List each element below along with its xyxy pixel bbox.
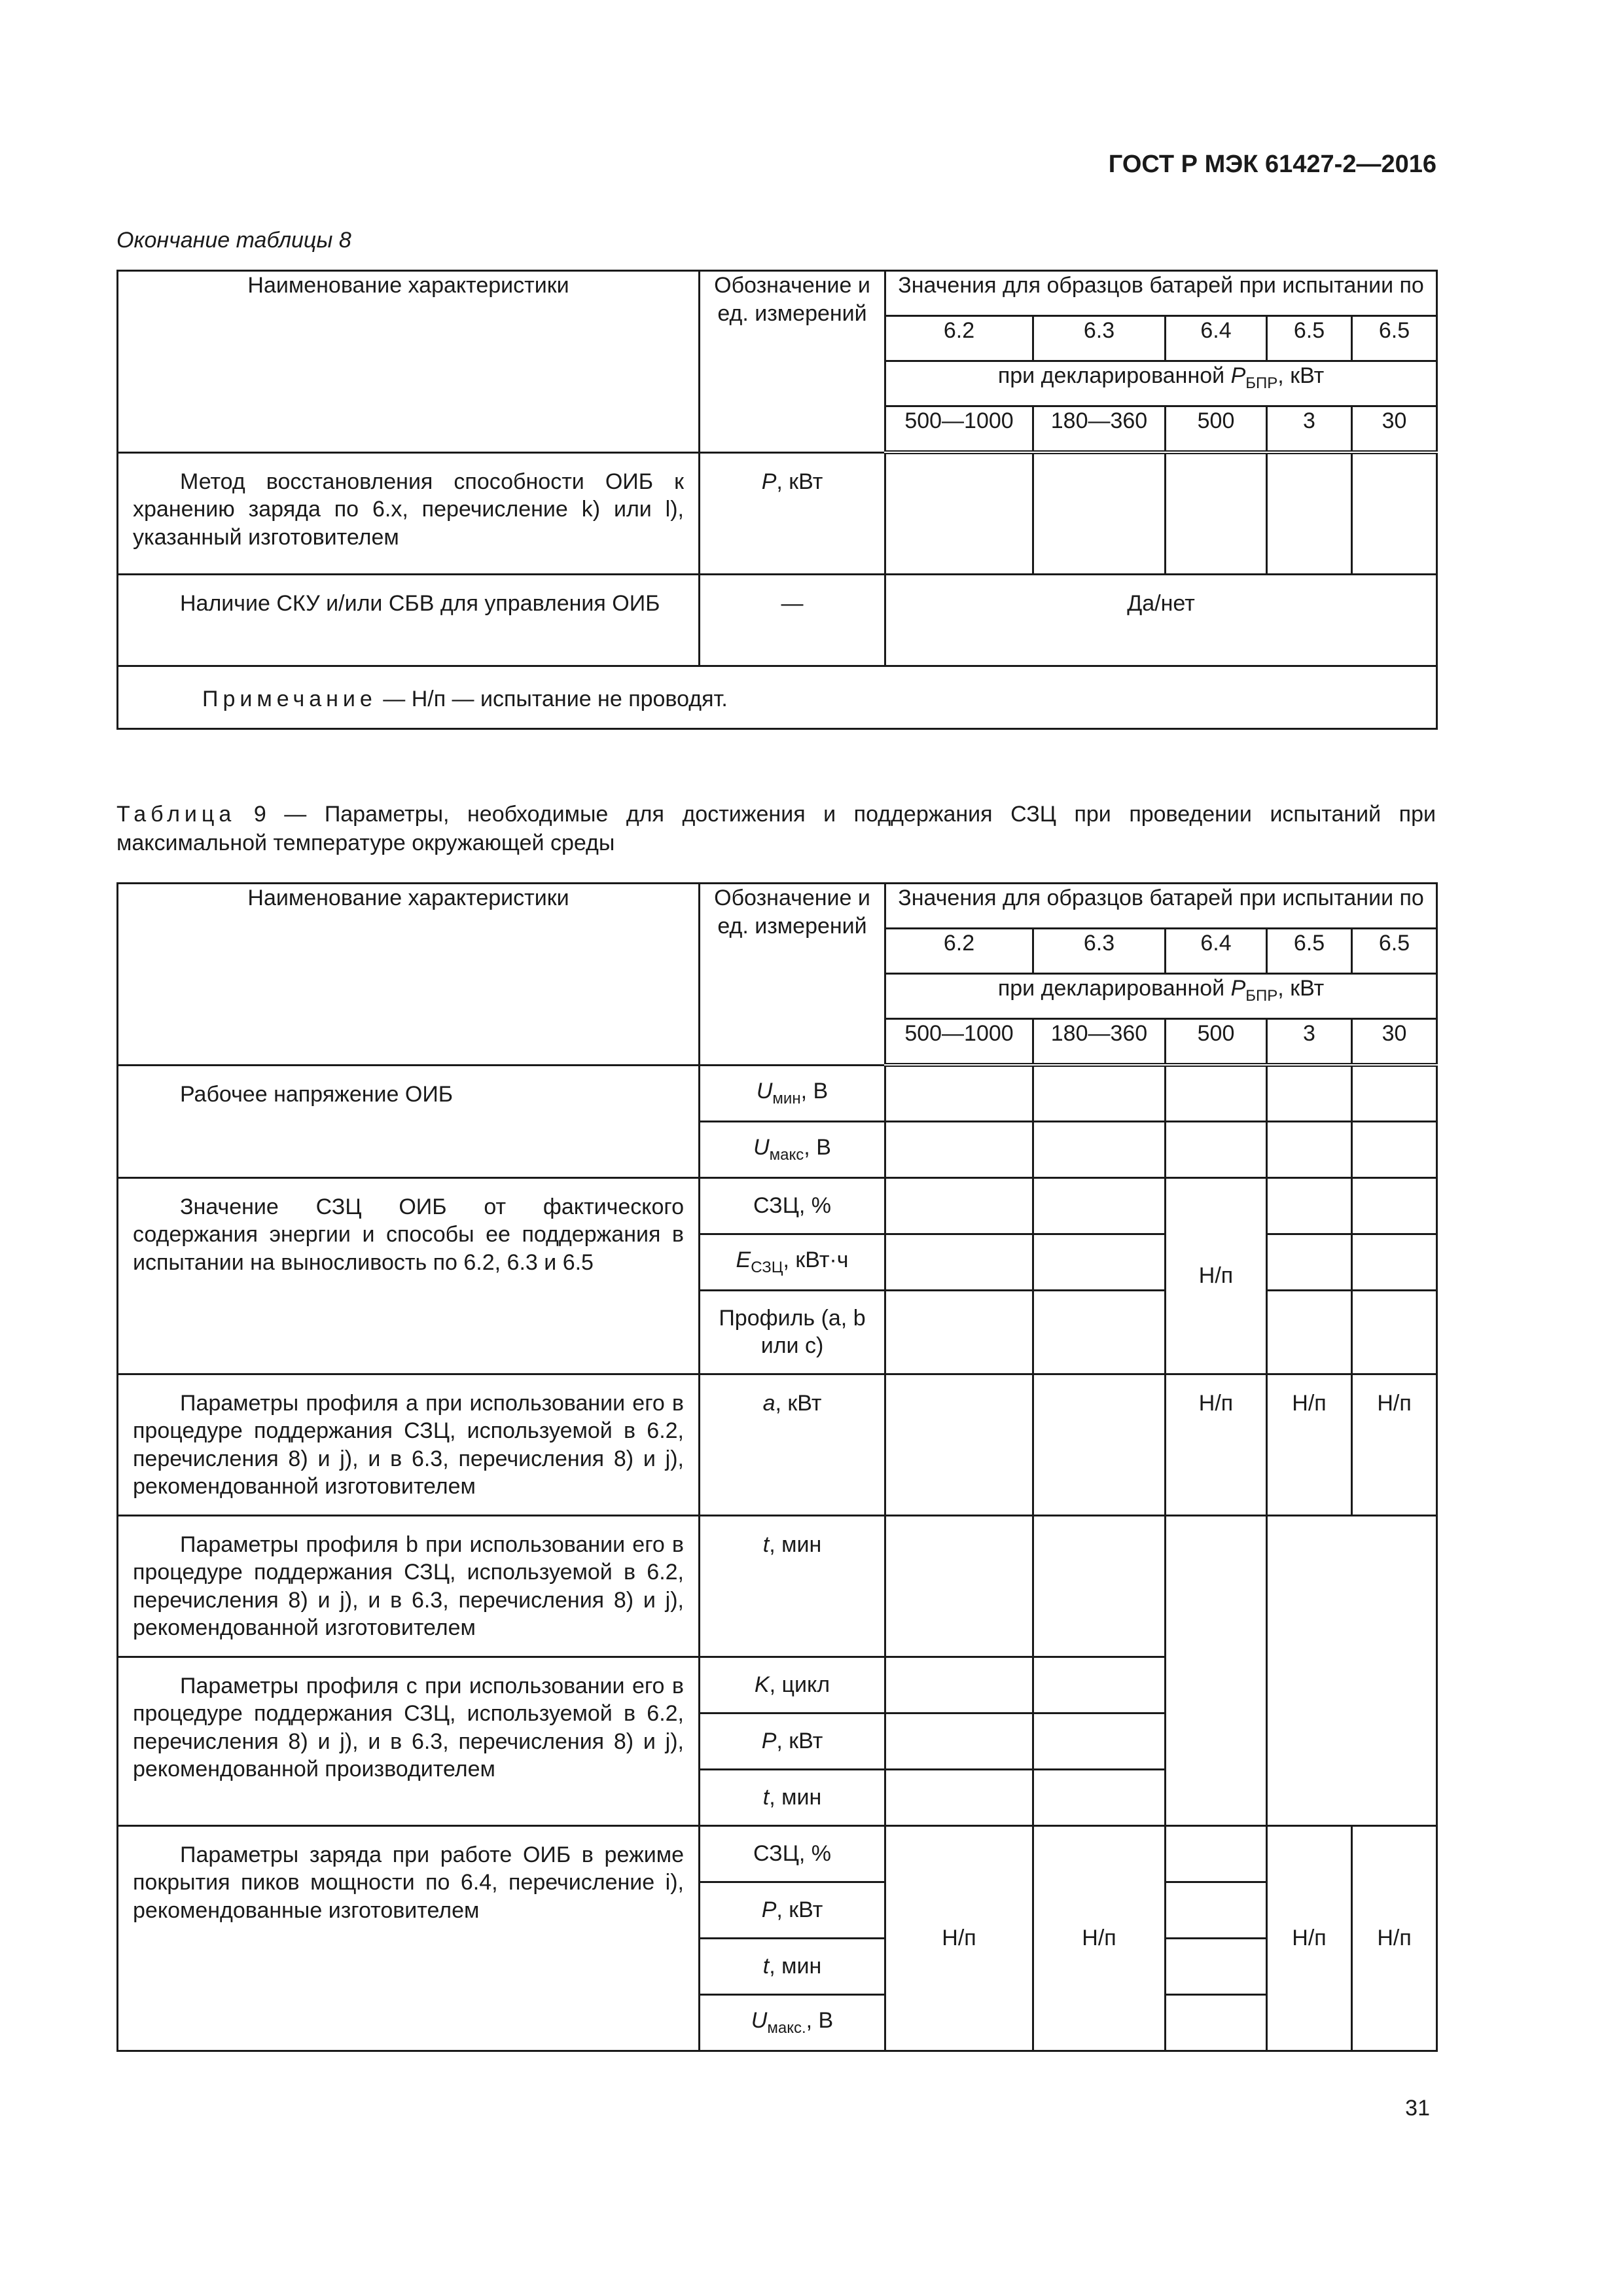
- value-cell: [885, 1234, 1033, 1290]
- header-test: 6.3: [1033, 316, 1166, 361]
- value-cell: [1352, 1290, 1437, 1374]
- value-cell: [1352, 452, 1437, 574]
- row-name: Параметры профиля b при использовании его в процедуре поддержания СЗЦ, используемой в 6.2, перечисления 8) и j), и в 6.3, перечисления 8) и j), рекомендованной изготовителем: [118, 1515, 700, 1657]
- row-name: Значение СЗЦ ОИБ от фактического содержания энергии и способы ее поддержания в испытании на выносливость по 6.2, 6.3 и 6.5: [118, 1177, 700, 1374]
- header-values-title: Значения для образцов батарей при испытании по: [885, 271, 1437, 316]
- value-cell: [1033, 1290, 1166, 1374]
- value-cell: [1166, 1938, 1267, 1994]
- header-test: 6.4: [1166, 929, 1267, 974]
- header-declared-power: при декларированной $P_{БПР}$, кВт: [885, 361, 1437, 406]
- value-cell: [885, 1515, 1033, 1657]
- row-name: Рабочее напряжение ОИБ: [118, 1065, 700, 1177]
- value-cell: [1033, 1374, 1166, 1515]
- value-cell: [885, 1121, 1033, 1177]
- header-name: Наименование характеристики: [118, 884, 700, 1066]
- value-cell: [1033, 1769, 1166, 1825]
- value-cell: [885, 1290, 1033, 1374]
- value-cell: [1166, 1515, 1267, 1825]
- value-cell: [1033, 1177, 1166, 1234]
- row-unit: $U_{макс.}$, В: [700, 1994, 885, 2051]
- header-power: 500—1000: [885, 406, 1033, 453]
- row-unit: P, кВт: [700, 1882, 885, 1938]
- header-power: 3: [1267, 1019, 1352, 1066]
- value-cell-na: Н/п: [1033, 1825, 1166, 2051]
- table-9: [116, 882, 1438, 2052]
- header-declared-power: при декларированной $P_{БПР}$, кВт: [885, 974, 1437, 1019]
- header-test: 6.3: [1033, 929, 1166, 974]
- row-unit: $U_{макс}$, В: [700, 1121, 885, 1177]
- value-cell: [885, 1713, 1033, 1769]
- value-cell: [1166, 1994, 1267, 2051]
- value-cell: [1033, 1713, 1166, 1769]
- value-cell: [1352, 1234, 1437, 1290]
- value-cell-na: Н/п: [1267, 1374, 1352, 1515]
- value-cell: [1352, 1065, 1437, 1121]
- value-cell: [1267, 1290, 1352, 1374]
- value-cell: [1166, 1121, 1267, 1177]
- value-cell: [885, 452, 1033, 574]
- value-cell: [1267, 1121, 1352, 1177]
- value-cell: [1166, 1825, 1267, 1882]
- row-unit: $U_{мин}$, В: [700, 1065, 885, 1121]
- header-test: 6.4: [1166, 316, 1267, 361]
- value-cell-na: Н/п: [1352, 1374, 1437, 1515]
- value-cell: [1033, 452, 1166, 574]
- value-cell: [885, 1657, 1033, 1713]
- value-cell: [885, 1374, 1033, 1515]
- value-cell-na: Н/п: [1166, 1177, 1267, 1374]
- row-unit: t, мин: [700, 1769, 885, 1825]
- row-unit: a, кВт: [700, 1374, 885, 1515]
- value-cell: Да/нет: [885, 574, 1437, 666]
- row-name: Метод восстановления способности ОИБ к хранению заряда по 6.х, перечисление k) или l), указанный изготовителем: [118, 452, 700, 574]
- value-cell-na: Н/п: [885, 1825, 1033, 2051]
- table-9-title: Таблица 9 — Параметры, необходимые для достижения и поддержания СЗЦ при проведении испытаний при максимальной температуре окружающей среды: [116, 802, 1436, 856]
- value-cell: [885, 1769, 1033, 1825]
- header-power: 3: [1267, 406, 1352, 453]
- value-cell-na: Н/п: [1352, 1825, 1437, 2051]
- row-name: Наличие СКУ и/или СБВ для управления ОИБ: [118, 574, 700, 666]
- header-unit: Обозначение и ед. измерений: [700, 884, 885, 1066]
- value-cell: [1033, 1121, 1166, 1177]
- value-cell: [1166, 1065, 1267, 1121]
- value-cell: [1267, 1065, 1352, 1121]
- header-test: 6.5: [1267, 316, 1352, 361]
- value-cell: [1352, 1177, 1437, 1234]
- header-test: 6.5: [1267, 929, 1352, 974]
- value-cell: [885, 1065, 1033, 1121]
- value-cell: [1267, 452, 1352, 574]
- row-unit: K, цикл: [700, 1657, 885, 1713]
- header-power: 30: [1352, 1019, 1437, 1066]
- row-name: Параметры заряда при работе ОИБ в режиме покрытия пиков мощности по 6.4, перечисление i), рекомендованные изготовителем: [118, 1825, 700, 2051]
- document-id: ГОСТ Р МЭК 61427-2—2016: [1108, 151, 1436, 178]
- header-test: 6.2: [885, 316, 1033, 361]
- value-cell: [1352, 1121, 1437, 1177]
- row-unit: t, мин: [700, 1938, 885, 1994]
- value-cell: [1267, 1234, 1352, 1290]
- header-name: Наименование характеристики: [118, 271, 700, 453]
- value-cell: [1033, 1234, 1166, 1290]
- value-cell: [1033, 1065, 1166, 1121]
- value-cell: [1166, 1882, 1267, 1938]
- header-power: 180—360: [1033, 1019, 1166, 1066]
- row-unit: P, кВт: [700, 1713, 885, 1769]
- value-cell: [885, 1177, 1033, 1234]
- header-power: 180—360: [1033, 406, 1166, 453]
- row-unit: Профиль (а, b или с): [700, 1290, 885, 1374]
- value-cell: [1267, 1177, 1352, 1234]
- page-number: 31: [1405, 2096, 1430, 2121]
- row-unit: $E_{СЗЦ}$, кВт·ч: [700, 1234, 885, 1290]
- header-test: 6.2: [885, 929, 1033, 974]
- table-continuation-caption: Окончание таблицы 8: [116, 228, 351, 253]
- header-power: 30: [1352, 406, 1437, 453]
- row-name: Параметры профиля а при использовании его в процедуре поддержания СЗЦ, используемой в 6.2, перечисления 8) и j), и в 6.3, перечисления 8) и j), рекомендованной изготовителем: [118, 1374, 700, 1515]
- header-test: 6.5: [1352, 316, 1437, 361]
- header-power: 500: [1166, 1019, 1267, 1066]
- header-power: 500: [1166, 406, 1267, 453]
- value-cell: [1033, 1515, 1166, 1657]
- header-test: 6.5: [1352, 929, 1437, 974]
- header-power: 500—1000: [885, 1019, 1033, 1066]
- row-unit: СЗЦ, %: [700, 1825, 885, 1882]
- value-cell-na: Н/п: [1267, 1825, 1352, 2051]
- row-unit: —: [700, 574, 885, 666]
- row-unit: t, мин: [700, 1515, 885, 1657]
- value-cell: [1267, 1515, 1437, 1825]
- row-unit: СЗЦ, %: [700, 1177, 885, 1234]
- table-8: [116, 270, 1438, 730]
- value-cell: [1166, 452, 1267, 574]
- table-note: Примечание — Н/п — испытание не проводят.: [118, 666, 1437, 728]
- header-values-title: Значения для образцов батарей при испытании по: [885, 884, 1437, 929]
- value-cell: [1033, 1657, 1166, 1713]
- row-name: Параметры профиля с при использовании его в процедуре поддержания СЗЦ, используемой в 6.2, перечисления 8) и j), и в 6.3, перечисления 8) и j), рекомендованной производителем: [118, 1657, 700, 1825]
- header-unit: Обозначение и ед. измерений: [700, 271, 885, 453]
- row-unit: P, кВт: [700, 452, 885, 574]
- value-cell-na: Н/п: [1166, 1374, 1267, 1515]
